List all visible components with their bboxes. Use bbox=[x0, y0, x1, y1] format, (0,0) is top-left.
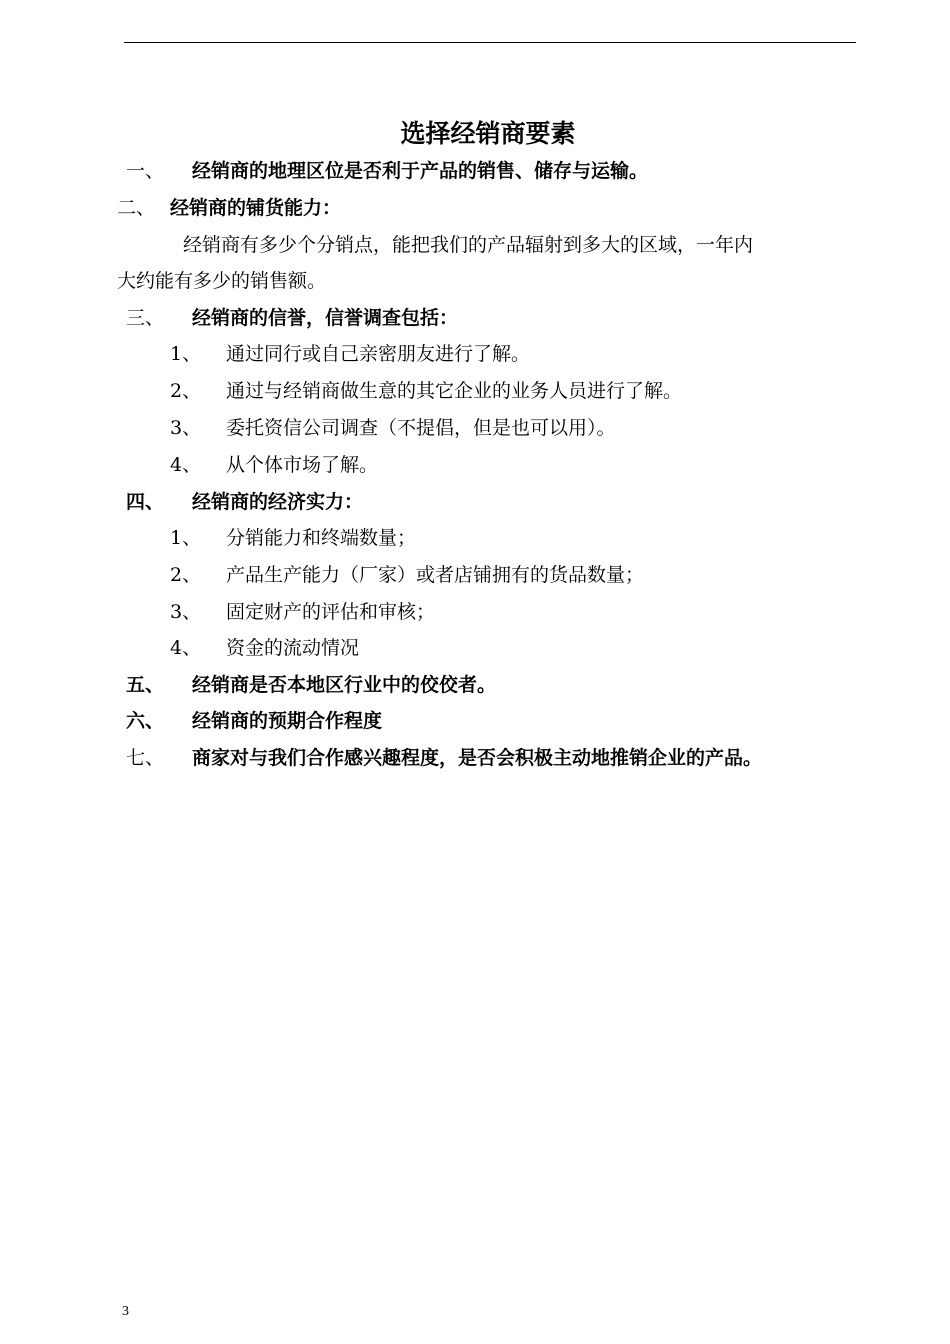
section-4-number: 四、 bbox=[126, 491, 165, 513]
section-1-heading: 经销商的地理区位是否利于产品的销售、储存与运输。 bbox=[192, 160, 649, 182]
section-4-item-1-number: 1、 bbox=[170, 527, 202, 549]
section-3-item-3-number: 3、 bbox=[170, 417, 202, 439]
section-3-item-4-number: 4、 bbox=[170, 454, 202, 476]
section-3-heading: 经销商的信誉，信誉调查包括： bbox=[192, 307, 459, 329]
section-3-item-1-text: 通过同行或自己亲密朋友进行了解。 bbox=[226, 343, 531, 365]
section-6-number: 六、 bbox=[126, 710, 165, 732]
section-4-item-3-text: 固定财产的评估和审核； bbox=[226, 601, 436, 623]
section-4-item-3-number: 3、 bbox=[170, 601, 202, 623]
section-3-item-2-number: 2、 bbox=[170, 380, 202, 402]
section-3-number: 三、 bbox=[126, 307, 165, 329]
section-4-item-2-text: 产品生产能力（厂家）或者店铺拥有的货品数量； bbox=[226, 564, 645, 586]
section-1-number: 一、 bbox=[126, 160, 165, 182]
header-rule bbox=[124, 42, 856, 43]
section-7-heading: 商家对与我们合作感兴趣程度，是否会积极主动地推销企业的产品。 bbox=[192, 747, 763, 769]
section-2-body-line-2: 大约能有多少的销售额。 bbox=[117, 270, 327, 292]
section-2-body-line-1: 经销商有多少个分销点，能把我们的产品辐射到多大的区域，一年内 bbox=[183, 234, 754, 256]
document-title: 选择经销商要素 bbox=[400, 119, 576, 148]
section-3-item-2-text: 通过与经销商做生意的其它企业的业务人员进行了解。 bbox=[226, 380, 683, 402]
section-4-item-2-number: 2、 bbox=[170, 564, 202, 586]
section-6-heading: 经销商的预期合作程度 bbox=[192, 710, 383, 732]
section-7-number: 七、 bbox=[126, 747, 165, 769]
section-4-heading: 经销商的经济实力： bbox=[192, 491, 364, 513]
section-4-item-4-text: 资金的流动情况 bbox=[226, 637, 360, 659]
section-3-item-1-number: 1、 bbox=[170, 343, 202, 365]
section-3-item-4-text: 从个体市场了解。 bbox=[226, 454, 379, 476]
section-4-item-1-text: 分销能力和终端数量； bbox=[226, 527, 417, 549]
section-4-item-4-number: 4、 bbox=[170, 637, 202, 659]
page-number: 3 bbox=[122, 1304, 129, 1319]
section-5-heading: 经销商是否本地区行业中的佼佼者。 bbox=[192, 674, 497, 696]
section-2-number: 二、 bbox=[117, 197, 156, 219]
section-2-heading: 经销商的铺货能力： bbox=[170, 197, 342, 219]
section-5-number: 五、 bbox=[126, 674, 165, 696]
section-3-item-3-text: 委托资信公司调查（不提倡，但是也可以用）。 bbox=[226, 417, 616, 439]
